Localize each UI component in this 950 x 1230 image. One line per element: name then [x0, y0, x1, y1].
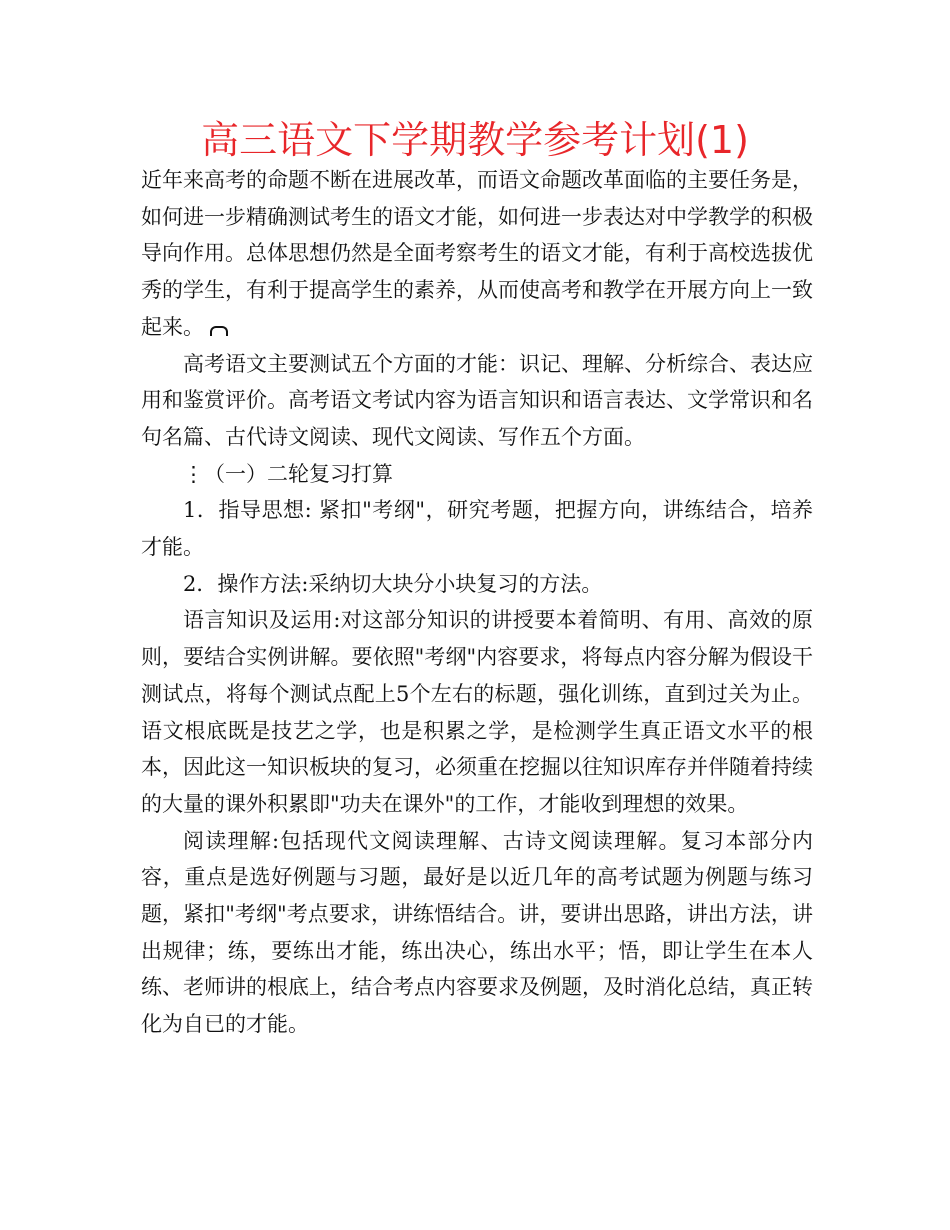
paragraph-reading-comprehension: 阅读理解:包括现代文阅读理解、古诗文阅读理解。复习本部分内容，重点是选好例题与习题，最好是以近几年的高考试题为例题与练习题，紧扣"考纲"考点要求，讲练悟结合。讲，要讲出思路，讲出方法，讲出规律；练，要练出才能，练出决心，练出水平；悟，即让学生在本人练、老师讲的根底上，结合考点内容要求及例题，及时消化总结，真正转化为自已的才能。: [141, 828, 813, 1037]
document-body: [141, 162, 813, 1043]
paragraph-intro: [141, 162, 813, 346]
section-break-mark: [210, 326, 228, 336]
section-heading-review-plan: ⋮（一）二轮复习打算: [183, 461, 393, 486]
paragraph-language-knowledge: 语言知识及运用:对这部分知识的讲授要本着简明、有用、高效的原则，要结合实例讲解。要依照"考纲"内容要求，将每点内容分解为假设干测试点，将每个测试点配上5个左右的标题，强化训练，直到过关为止。语文根底既是技艺之学，也是积累之学，是检测学生真正语文水平的根本，因此这一知识板块的复习，必须重在挖掘以往知识库存并伴随着持续的大量的课外积累即"功夫在课外"的工作，才能收到理想的效果。: [141, 608, 813, 816]
paragraph-abilities: 高考语文主要测试五个方面的才能：识记、理解、分析综合、表达应用和鉴赏评价。高考语文考试内容为语言知识和语言表达、文学常识和名句名篇、古代诗文阅读、现代文阅读、写作五个方面。: [141, 351, 813, 449]
document-title: 高三语文下学期教学参考计划(1): [201, 118, 749, 162]
list-item-method: 2．操作方法:采纳切大块分小块复习的方法。: [183, 571, 603, 596]
list-item-guiding-idea: 1．指导思想: 紧扣"考纲"，研究考题，把握方向，讲练结合，培养才能。: [141, 498, 813, 560]
paragraph-intro-text: 近年来高考的命题不断在进展改革，而语文命题改革面临的主要任务是，如何进一步精确测试考生的语文才能，如何进一步表达对中学教学的积极导向作用。总体思想仍然是全面考察考生的语文才能，有利于高校选拔优秀的学生，有利于提高学生的素养，从而使高考和教学在开展方向上一致起来。: [141, 168, 813, 339]
